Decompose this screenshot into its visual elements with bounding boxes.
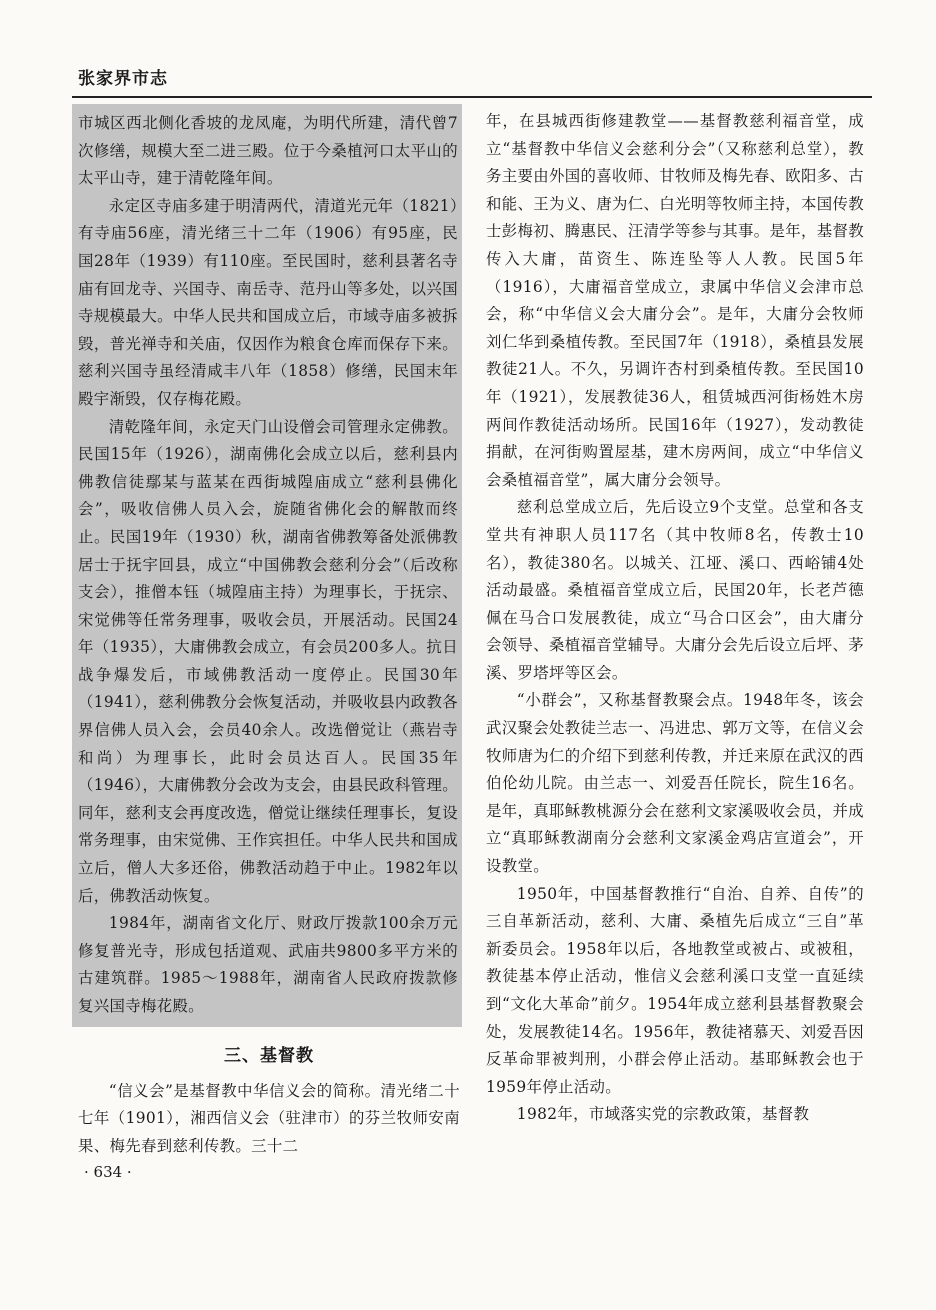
paragraph: “小群会”，又称基督教聚会点。1948年冬，该会武汉聚会处教徒兰志一、冯进忠、郭万文等，在信义会牧师唐为仁的介绍下到慈利传教，并迁来原在武汉的西伯伦幼儿院。由兰志一、刘爱吾任院长，院生16名。是年，真耶稣教桃源分会在慈利文家溪吸收会员，并成立“真耶稣教湖南分会慈利文家溪金鸡店宣道会”，开设教堂。 xyxy=(486,691,864,876)
paragraph: 慈利总堂成立后，先后设立9个支堂。总堂和各支堂共有神职人员117名（其中牧师8名，传教士10名），教徒380名。以城关、江垭、溪口、西峪铺4处活动最盛。桑植福音堂成立后，民国20年，长老芦德佩在马合口发展教徒，成立“马合口区会”，由大庸分会领导、桑植福音堂辅导。大庸分会先后设立后坪、茅溪、罗塔坪等区会。 xyxy=(486,498,864,682)
section-title: 三、基督教 xyxy=(224,1045,314,1066)
paragraph: 1982年，市域落实党的宗教政策，基督教 xyxy=(516,1105,810,1124)
paragraph: 永定区寺庙多建于明清两代，清道光元年（1821）有寺庙56座，清光绪三十二年（1906）有95座，民国28年（1939）有110座。至民国时，慈利县著名寺庙有回龙寺、兴国寺、南岳寺、范丹山等多处，以兴国寺规模最大。中华人民共和国成立后，市域寺庙多被拆毁，普光禅寺和关庙，仅因作为粮食仓库而保存下来。慈利兴国寺虽经清咸丰八年（1858）修缮，民国末年殿宇渐毁，仅存梅花殿。 xyxy=(78,196,458,408)
shaded-block xyxy=(72,104,462,1027)
running-head: 张家界市志 xyxy=(78,69,168,89)
paragraph: 年，在县城西街修建教堂——基督教慈利福音堂，成立“基督教中华信义会慈利分会”（又称慈利总堂），教务主要由外国的喜收师、甘牧师及梅先春、欧阳多、古和能、王为义、唐为仁、白光明等牧师主持，本国传教士彭梅初、腾惠民、汪清学等参与其事。是年，基督教传入大庸，苗资生、陈连坠等人人教。民国5年（1916），大庸福音堂成立，隶属中华信义会津市总会，称“中华信义会大庸分会”。是年，大庸分会牧师刘仁华到桑植传教。至民国7年（1918），桑植县发展教徒21人。不久，另调许杏村到桑植传教。至民国10年（1921），发展教徒36人，租赁城西河街杨姓木房两间作教徒活动场所。民国16年（1927），发动教徒捐献，在河街购置屋基，建木房两间，成立“中华信义会桑植福音堂”，属大庸分会领导。 xyxy=(486,112,864,489)
page-number: · 634 · xyxy=(84,1163,132,1181)
left-column xyxy=(78,104,460,1160)
paragraph: 市城区西北侧化香坡的龙凤庵，为明代所建，清代曾7次修缮，规模大至二进三殿。位于今桑植河口太平山的太平山寺，建于清乾隆年间。 xyxy=(78,114,458,188)
header-rule xyxy=(72,96,872,98)
right-column xyxy=(486,108,864,1129)
paragraph: “信义会”是基督教中华信义会的简称。清光绪二十七年（1901），湘西信义会（驻津市）的芬兰牧师安南果、梅先春到慈利传教。三十二 xyxy=(78,1081,460,1155)
paragraph: 1984年，湖南省文化厅、财政厅拨款100余万元修复普光寺，形成包括道观、武庙共9800多平方米的古建筑群。1985～1988年，湖南省人民政府拨款修复兴国寺梅花殿。 xyxy=(78,914,458,1015)
paragraph: 1950年，中国基督教推行“自治、自养、自传”的三自革新活动，慈利、大庸、桑植先后成立“三自”革新委员会。1958年以后，各地教堂或被占、或被租，教徒基本停止活动，惟信义会慈利溪口支堂一直延续到“文化大革命”前夕。1954年成立慈利县基督教聚会处，发展教徒14名。1956年，教徒褚慕天、刘爱吾因反革命罪被判刑，小群会停止活动。基耶稣教会也于1959年停止活动。 xyxy=(486,884,864,1096)
paragraph: 清乾隆年间，永定天门山设僧会司管理永定佛教。民国15年（1926），湖南佛化会成立以后，慈利县内佛教信徒鄢某与蓝某在西街城隍庙成立“慈利县佛化会”，吸收信佛人员入会，旋随省佛化会的解散而终止。民国19年（1930）秋，湖南省佛教筹备处派佛教居士于抚宇回县，成立“中国佛教会慈利分会”（后改称支会），推僧本钰（城隍庙主持）为理事长，于抚宗、宋觉佛等任常务理事，吸收会员，开展活动。民国24年（1935），大庸佛教会成立，有会员200多人。抗日战争爆发后，市域佛教活动一度停止。民国30年（1941），慈利佛教分会恢复活动，并吸收县内政教各界信佛人员入会，会员40余人。改选僧觉让（燕岩寺和尚）为理事长，此时会员达百人。民国35年（1946），大庸佛教分会改为支会，由县民政科管理。同年，慈利支会再度改选，僧觉让继续任理事长，复设常务理事，由宋觉佛、王作宾担任。中华人民共和国成立后，僧人大多还俗，佛教活动趋于中止。1982年以后，佛教活动恢复。 xyxy=(78,417,458,905)
